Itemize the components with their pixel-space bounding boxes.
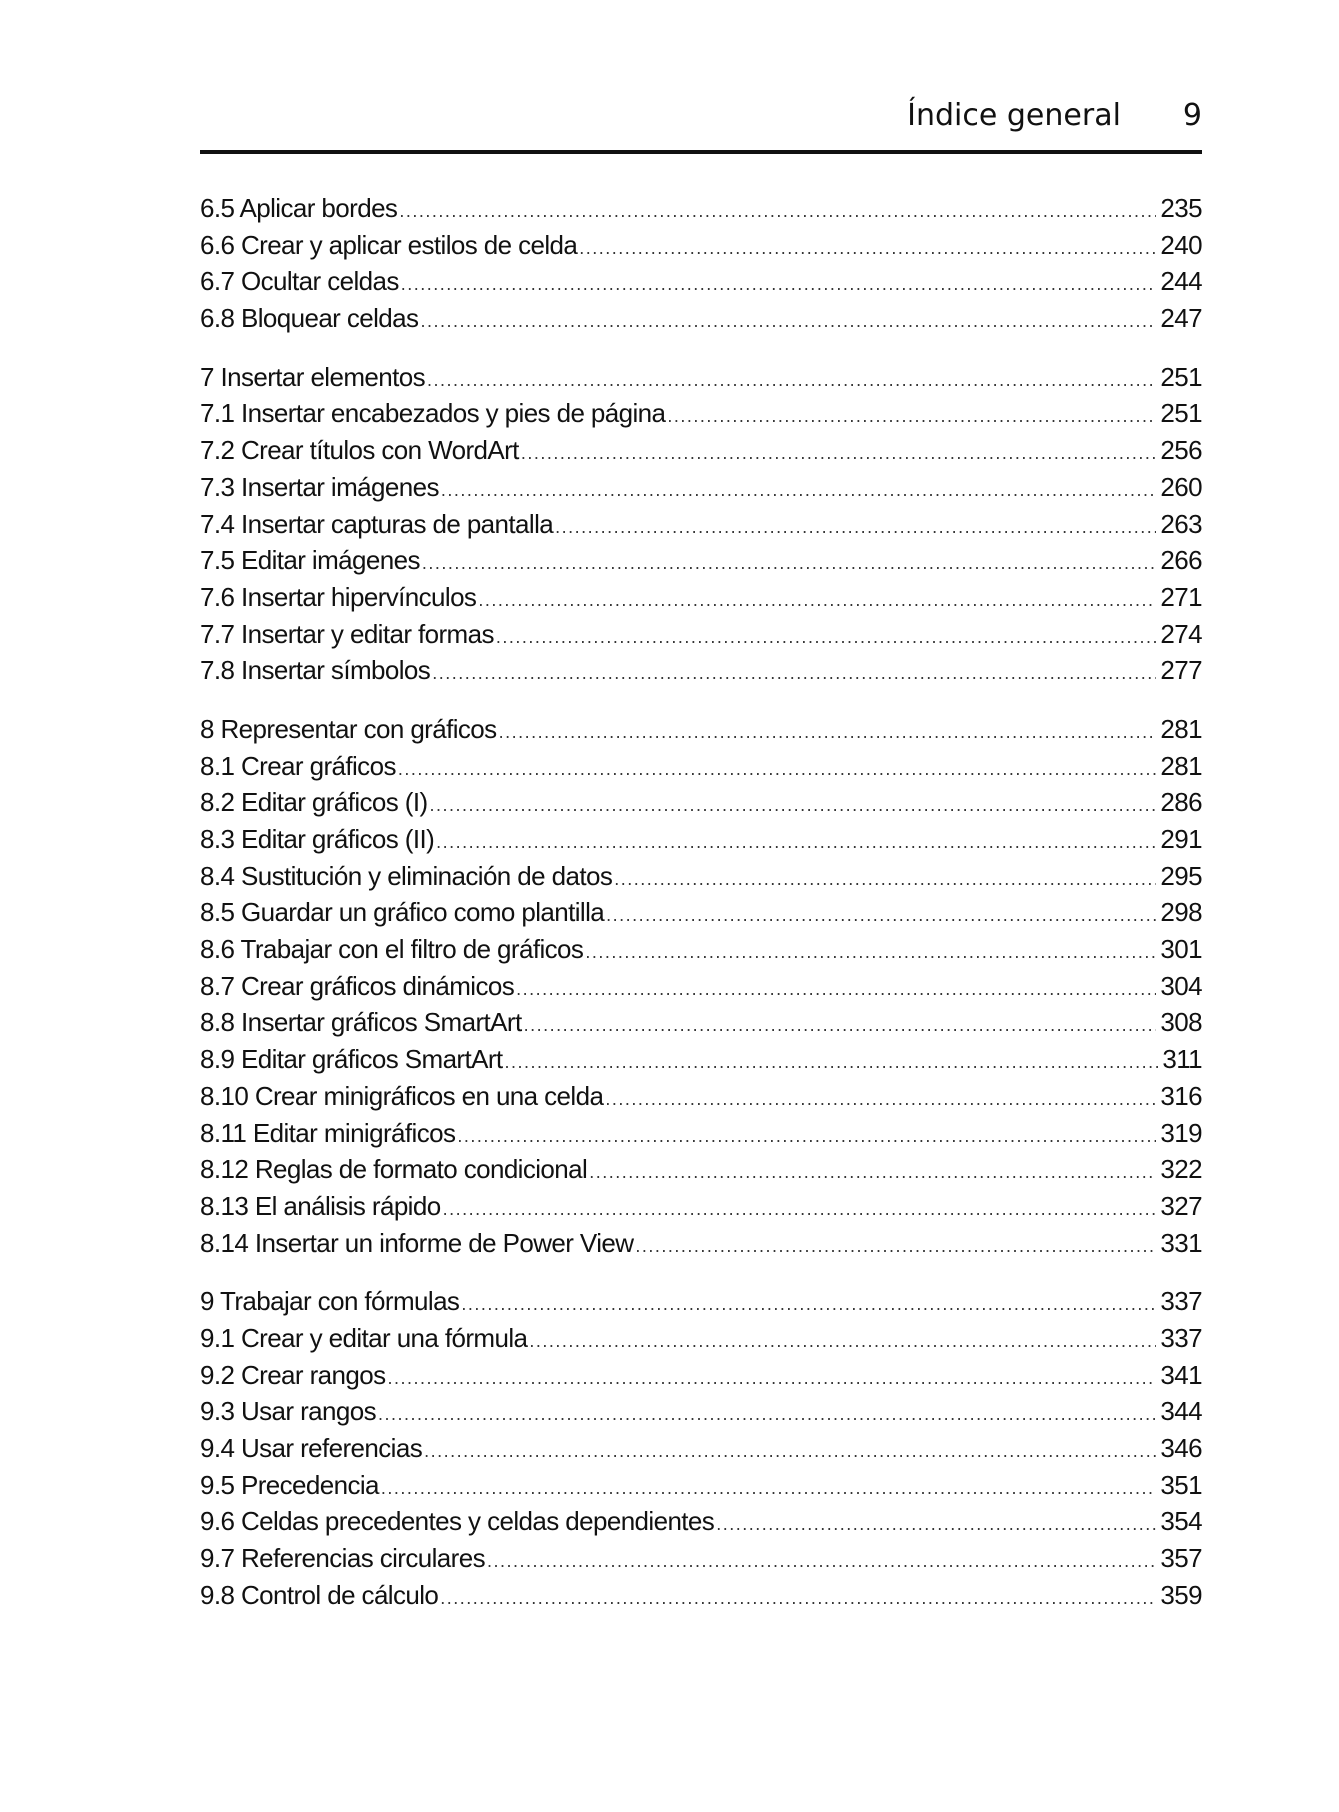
toc-entry-page: 247 [1160,303,1202,334]
toc-entry-page: 341 [1160,1359,1202,1390]
dot-leader [388,1360,1157,1397]
toc-entry-label: 8.1 Crear gráficos [200,750,396,781]
toc-entry [200,395,1202,432]
toc-entry-page: 327 [1160,1190,1202,1221]
toc-entry-page: 337 [1160,1322,1202,1353]
toc-entry-label: 6.8 Bloquear celdas [200,303,419,334]
toc-entry-page: 316 [1160,1080,1202,1111]
running-header [200,98,1202,140]
toc-entry-label: 8 Representar con gráficos [200,713,497,744]
toc-entry-label: 9.3 Usar rangos [200,1396,376,1427]
dot-leader [420,303,1156,340]
dot-leader [461,1286,1156,1323]
toc-entry-page: 291 [1160,824,1202,854]
toc-entry [200,300,1202,337]
toc-entry-page: 319 [1160,1117,1202,1148]
toc-entry-label: 8.14 Insertar un informe de Power View [200,1227,634,1258]
toc-entry-label: 8.13 El análisis rápido [200,1190,441,1221]
toc-entry-page: 308 [1160,1007,1202,1038]
toc-entry-page: 301 [1160,934,1202,965]
toc-entry [200,616,1202,653]
toc-entry-label: 8.5 Guardar un gráfico como plantilla [200,897,605,928]
dot-leader [635,1228,1156,1265]
toc-entry [200,506,1202,543]
toc-entry-page: 357 [1160,1543,1202,1574]
toc-entry-page: 351 [1160,1469,1202,1500]
dot-leader [589,1154,1156,1191]
dot-leader [378,1396,1156,1433]
dot-leader [579,230,1156,267]
toc-section [200,359,1202,689]
toc-entry [200,1320,1202,1357]
toc-entry [200,227,1202,264]
toc-entry-page: 271 [1160,581,1202,612]
toc-entry-label: 8.3 Editar gráficos (II) [200,824,435,854]
dot-leader [436,824,1156,861]
toc-entry-page: 266 [1160,545,1202,576]
dot-leader [427,362,1156,399]
toc-entry-label: 8.8 Insertar gráficos SmartArt [200,1007,522,1038]
toc-section [200,1283,1202,1613]
toc-entry-page: 263 [1160,508,1202,539]
toc-entry-page: 244 [1160,266,1202,297]
toc-entry-page: 286 [1160,787,1202,818]
dot-leader [605,1081,1156,1118]
toc-entry [200,432,1202,469]
toc-entry [200,931,1202,968]
dot-leader [585,934,1156,971]
toc-entry-label: 8.7 Crear gráficos dinámicos [200,970,515,1001]
toc-entry [200,359,1202,396]
toc-entry-label: 7 Insertar elementos [200,361,426,392]
dot-leader [529,1323,1156,1360]
toc-entry-page: 322 [1160,1154,1202,1185]
dot-leader [457,1118,1156,1155]
toc-entry-label: 9.5 Precedencia [200,1469,379,1500]
toc-entry-label: 9 Trabajar con fórmulas [200,1286,460,1317]
toc-entry-page: 251 [1160,398,1202,429]
toc-entry [200,1151,1202,1188]
toc-entry [200,469,1202,506]
toc-entry [200,748,1202,785]
toc-entry [200,1577,1202,1614]
toc-entry-page: 274 [1160,618,1202,649]
toc-entry [200,263,1202,300]
toc-entry [200,1357,1202,1394]
dot-leader [381,1470,1157,1507]
dot-leader [614,861,1156,898]
toc-entry [200,652,1202,689]
dot-leader [516,971,1156,1008]
dot-leader [499,714,1157,751]
toc-section [200,190,1202,337]
toc-entry-label: 8.11 Editar minigráficos [200,1117,456,1148]
dot-leader [443,1191,1157,1228]
toc-entry-label: 7.3 Insertar imágenes [200,471,439,502]
dot-leader [606,897,1156,934]
toc-entry-label: 6.6 Crear y aplicar estilos de celda [200,229,578,260]
table-of-contents [200,190,1202,1635]
dot-leader [524,1007,1157,1044]
dot-leader [505,1044,1159,1081]
dot-leader [399,193,1156,230]
header-page-number: 9 [1182,98,1202,133]
toc-entry-page: 298 [1160,897,1202,928]
toc-entry [200,711,1202,748]
toc-entry-label: 9.4 Usar referencias [200,1433,423,1463]
dot-leader [716,1506,1156,1543]
toc-entry-label: 7.6 Insertar hipervínculos [200,581,477,612]
toc-entry [200,1188,1202,1225]
dot-leader [667,398,1156,435]
toc-entry-page: 256 [1160,435,1202,466]
toc-entry [200,1540,1202,1577]
toc-entry [200,968,1202,1005]
toc-entry-page: 260 [1160,471,1202,502]
toc-entry-label: 7.5 Editar imágenes [200,545,420,576]
toc-entry-page: 251 [1160,361,1202,392]
toc-entry [200,1041,1202,1078]
toc-entry-page: 304 [1160,970,1202,1001]
dot-leader [496,619,1157,656]
toc-entry-page: 281 [1160,750,1202,781]
toc-entry [200,542,1202,579]
toc-entry-label: 7.4 Insertar capturas de pantalla [200,508,554,539]
toc-entry-label: 7.8 Insertar símbolos [200,655,431,686]
toc-entry-label: 9.6 Celdas precedentes y celdas dependientes [200,1506,715,1537]
toc-entry [200,1115,1202,1152]
dot-leader [487,1543,1156,1580]
toc-entry [200,1393,1202,1430]
dot-leader [432,655,1156,692]
toc-entry-label: 9.2 Crear rangos [200,1359,386,1390]
toc-entry-label: 8.10 Crear minigráficos en una celda [200,1080,604,1111]
dot-leader [521,435,1157,472]
dot-leader [422,545,1157,582]
toc-entry [200,1430,1202,1467]
toc-entry-label: 6.7 Ocultar celdas [200,266,399,297]
toc-entry [200,579,1202,616]
toc-entry [200,1503,1202,1540]
toc-entry [200,1225,1202,1262]
dot-leader [401,266,1157,303]
header-rule [200,150,1202,154]
toc-entry-label: 7.1 Insertar encabezados y pies de página [200,398,666,429]
toc-entry-page: 331 [1160,1227,1202,1258]
toc-entry [200,1467,1202,1504]
toc-entry-page: 281 [1160,713,1202,744]
toc-entry-label: 8.6 Trabajar con el filtro de gráficos [200,934,584,965]
toc-entry-label: 9.8 Control de cálculo [200,1579,439,1610]
toc-entry-page: 337 [1160,1286,1202,1317]
toc-section [200,711,1202,1261]
toc-entry-label: 8.4 Sustitución y eliminación de datos [200,860,613,891]
dot-leader [430,787,1157,824]
toc-entry [200,894,1202,931]
toc-entry [200,821,1202,858]
dot-leader [424,1433,1156,1470]
dot-leader [440,1580,1156,1617]
dot-leader [441,472,1157,509]
toc-entry-label: 8.2 Editar gráficos (I) [200,787,428,818]
dot-leader [478,582,1156,619]
toc-entry [200,858,1202,895]
toc-entry [200,784,1202,821]
toc-entry [200,1078,1202,1115]
toc-entry-page: 235 [1160,193,1202,223]
header-title: Índice general [907,98,1121,133]
dot-leader [555,509,1156,546]
toc-entry-label: 9.1 Crear y editar una fórmula [200,1322,528,1353]
toc-entry-label: 8.12 Reglas de formato condicional [200,1154,588,1185]
toc-entry-page: 277 [1160,655,1202,686]
dot-leader [398,751,1157,788]
toc-entry-page: 311 [1162,1044,1202,1075]
toc-entry-label: 6.5 Aplicar bordes [200,193,398,223]
toc-entry-page: 344 [1160,1396,1202,1427]
toc-entry [200,1004,1202,1041]
toc-entry-label: 8.9 Editar gráficos SmartArt [200,1044,503,1075]
toc-entry-page: 354 [1160,1506,1202,1537]
toc-entry-page: 295 [1160,860,1202,891]
toc-entry-label: 7.2 Crear títulos con WordArt [200,435,519,466]
toc-entry-label: 9.7 Referencias circulares [200,1543,485,1574]
toc-entry [200,190,1202,227]
toc-entry-page: 359 [1160,1579,1202,1610]
toc-entry-page: 346 [1160,1433,1202,1463]
toc-entry [200,1283,1202,1320]
toc-entry-page: 240 [1160,229,1202,260]
toc-entry-label: 7.7 Insertar y editar formas [200,618,494,649]
